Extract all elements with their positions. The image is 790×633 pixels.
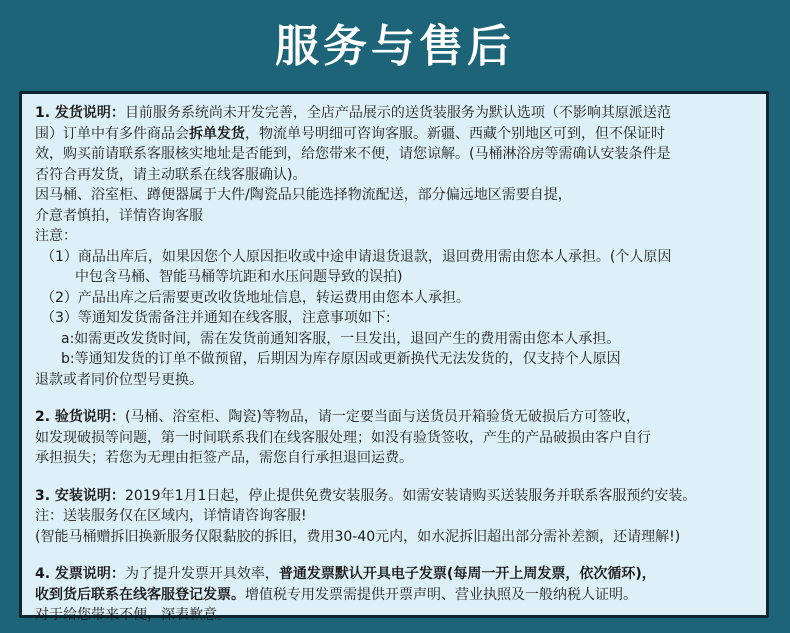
install-heading: 3. 安装说明： [35, 487, 125, 504]
invoice-heading: 4. 发票说明： [35, 566, 125, 582]
page-title: 服务与售后 [275, 21, 515, 72]
install-line-3: (智能马桶赠拆旧换新服务仅限黏胶的拆旧，费用30-40元内，如水泥拆旧超出部分需补差额，还请理解!) [35, 528, 681, 545]
inspection-line-3: 承担损失；若您为无理由拒签产品，需您自行承担退回运费。 [35, 450, 413, 466]
invoice-line-2: 收到货后联系在线客服登记发票。增值税专用发票需提供开票声明、营业执照及一般纳税人证明。 [35, 586, 637, 603]
notice-item-1: （1）商品出库后，如果因您个人原因拒收或中途申请退货退款，退回费用需由您本人承担。(个人原因 [41, 248, 672, 265]
notice-item-3: （3）等通知发货需备注并通知在线客服，注意事项如下: [41, 310, 391, 326]
info-panel [19, 91, 769, 623]
notice-item-1-cont: 中包含马桶、智能马桶等坑距和水压问题导致的误拍) [75, 269, 403, 285]
notice-item-2: （2）产品出库之后需要更改收货地址信息，转运费用由您本人承担。 [41, 289, 470, 306]
shipping-line-1: 1. 发货说明：目前服务系统尚未开发完善，全店产品展示的送货装服务为默认选项（不影响其原派送范 [35, 105, 671, 121]
shipping-line-4: 否符合再发货，请主动联系在线客服确认)。 [35, 166, 307, 183]
info-content [35, 103, 757, 626]
invoice-line-3: 对于给您带来不便，深表歉意。 [35, 607, 231, 623]
notice-label: 注意： [35, 228, 77, 244]
notice-item-3b-cont: 退款或者同价位型号更换。 [35, 371, 203, 388]
inspection-heading: 2. 验货说明： [35, 409, 125, 425]
invoice-line-1: 4. 发票说明：为了提升发票开具效率，普通发票默认开具电子发票(每周一开上周发票，依次循环)， [35, 566, 656, 582]
shipping-line-5: 因马桶、浴室柜、蹲便器属于大件/陶瓷品只能选择物流配送，部分偏远地区需要自提， [35, 187, 572, 203]
shipping-heading: 1. 发货说明： [35, 105, 125, 121]
inspection-line-2: 如发现破损等问题，第一时间联系我们在线客服处理；如没有验货签收，产生的产品破损由客户自行 [35, 429, 651, 446]
shipping-line-6: 介意者慎拍，详情咨询客服 [35, 207, 203, 224]
install-line-2: 注：送装服务仅在区域内，详情请咨询客服! [35, 508, 307, 524]
install-line-1: 3. 安装说明：2019年1月1日起，停止提供免费安装服务。如需安装请购买送装服务并联系客服预约安装。 [35, 487, 697, 504]
inspection-line-1: 2. 验货说明：(马桶、浴室柜、陶瓷)等物品，请一定要当面与送货员开箱验货无破损后方可签收， [35, 409, 640, 425]
shipping-line-2: 围）订单中有多件商品会拆单发货，物流单号明细可咨询客服。新疆、西藏个别地区可到，但不保证时 [35, 125, 665, 142]
notice-item-3b: b:等通知发货的订单不做预留，后期因为库存原因或更新换代无法发货的，仅支持个人原因 [61, 351, 621, 367]
shipping-line-3: 效，购买前请联系客服核实地址是否能到，给您带来不便，请您谅解。(马桶淋浴房等需确认安装条件是 [35, 146, 671, 162]
notice-item-3a: a:如需更改发货时间，需在发货前通知客服，一旦发出，退回产生的费用需由您本人承担。 [61, 330, 621, 347]
